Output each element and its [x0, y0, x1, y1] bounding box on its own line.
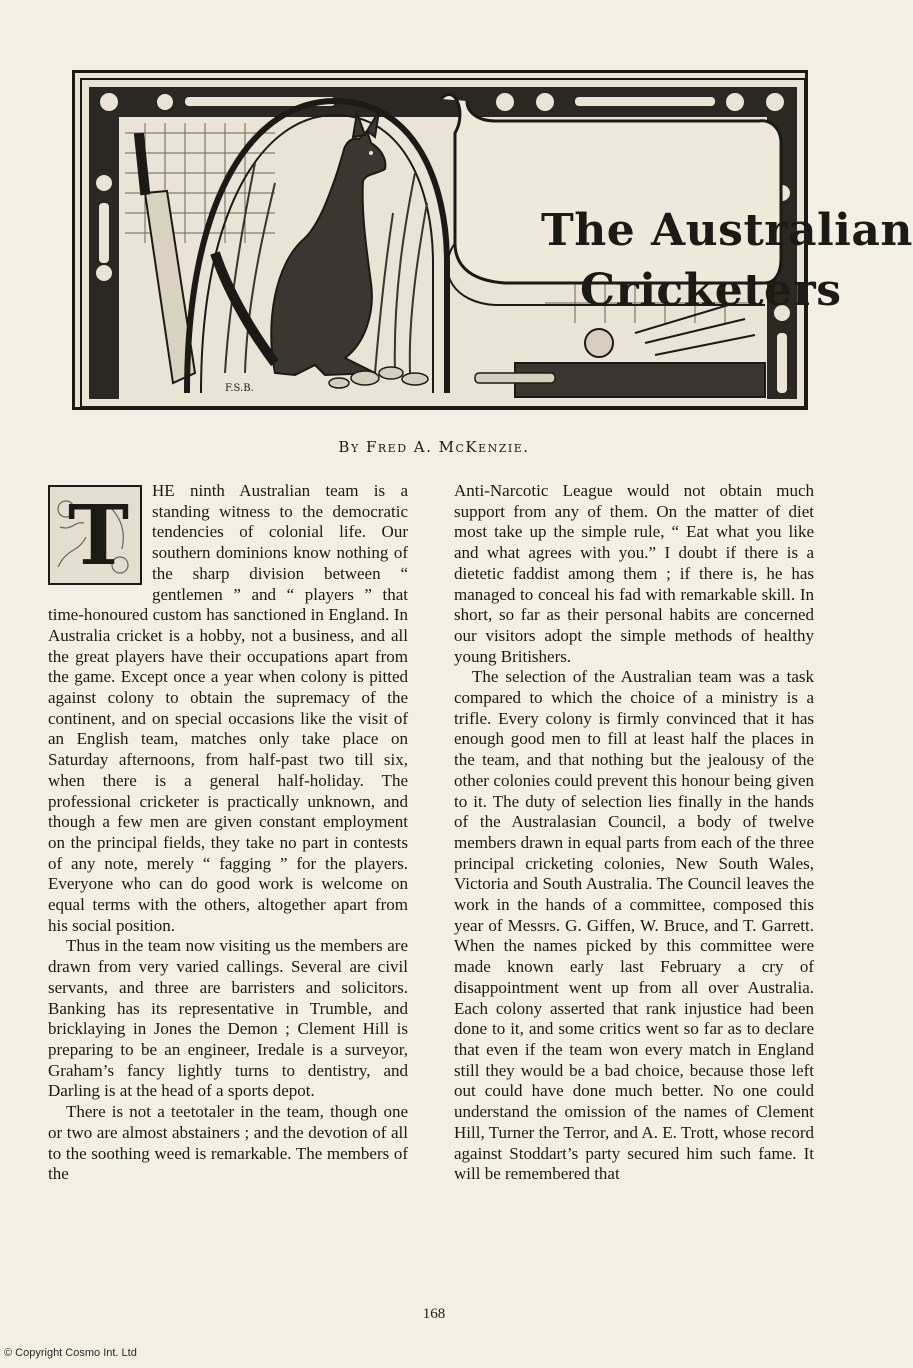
article-title-line-2: Cricketers [580, 265, 842, 316]
paragraph: HE ninth Australian team is a standing witness to the democratic tendencies of colonial life. Our southern dominions know nothing of the sharp division between “ gentlemen ” and “ players ” that time-honoured custom has sanctioned in England. In Australia cricket is a hobby, not a business, and all the great players have their occupations apart from the game. Except once a year when colony is pitted against colony to obtain the supremacy of the continent, and on special occasions like the visit of an English team, matches only take place on Saturday afternoons, from half-past two till six, when there is a general half-holiday. The professional cricketer is practically unknown, and though a few men are given constant employment on the principal fields, they take no part in contests of any note, merely “ fagging ” for the players. Everyone who can do good work is welcome on equal terms with the others, altogether apart from his social position. [48, 481, 408, 935]
article-column-left [48, 481, 408, 1185]
paragraph: Thus in the team now visiting us the members are drawn from very varied callings. Several are civil servants, and three are barristers and solicitors. Banking has its representative in Trumble, and bricklaying in Jones the Demon ; Clement Hill is preparing to be an engineer, Iredale is a surveyor, Graham’s fancy lightly turns to dentistry, and Darling is at the head of a sports depot. [48, 936, 408, 1101]
paragraph: There is not a teetotaler in the team, though one or two are almost abstainers ; and the devotion of all to the soothing weed is remarkable. The members of the [48, 1102, 408, 1184]
byline: By Fred A. McKenzie. [338, 438, 530, 456]
page-number: 168 [422, 1306, 446, 1322]
svg-text:F.S.B.: F.S.B. [225, 383, 254, 394]
paragraph: The selection of the Australian team was a task compared to which the choice of a ministry is a trifle. Every colony is firmly convinced that it has enough good men to fill at least half the places in the team, and that nothing but the jealousy of the other colonies could prevent this honour being given to it. The duty of selection lies finally in the hands of the Australasian Council, a body of twelve members drawn in equal parts from each of the three principal cricketing colonies, New South Wales, Victoria and South Australia. The Council leaves the work in the hands of a committee, composed this year of Messrs. G. Giffen, W. Bruce, and T. Garrett. When the names picked by this committee were made known early last February a cry of disappointment went up from all over Australia. Each colony asserted that rank injustice had been done to it, and some critics went so far as to declare that even if the team won every match in England still they would be a bad choice, because those left out could have done much better. No one could understand the omission of the names of Clement Hill, Turner the Terror, and A. E. Trott, whose record against Stoddart’s party secured him such fame. It will be remembered that [454, 667, 814, 1184]
dropcap [48, 485, 142, 585]
header-illustration [72, 70, 913, 410]
paragraph: Anti-Narcotic League would not obtain much support from any of them. On the matter of diet most take up the simple rule, “ Eat what you like and what agrees with you.” I doubt if there is a dietetic faddist among them ; if there is, he has managed to conceal his fad with remarkable skill. In short, so far as their personal habits are concerned our visitors adopt the simple methods of healthy young Britishers. [454, 481, 814, 666]
article-title-line-1: The Australian [541, 205, 913, 256]
dropcap-letter: T [68, 488, 130, 584]
copyright-notice: © Copyright Cosmo Int. Ltd [4, 1347, 137, 1359]
article-column-right [454, 481, 814, 1185]
